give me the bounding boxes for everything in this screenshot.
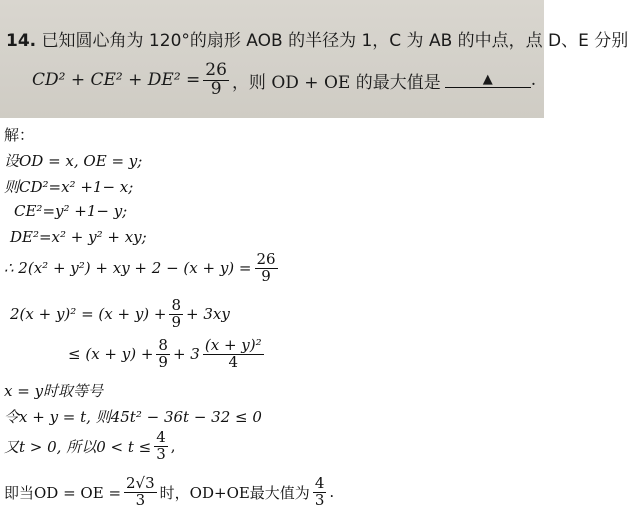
heading-text: 解： — [4, 126, 35, 144]
fraction-numerator: 4 — [156, 428, 166, 446]
problem-statement: 已知圆心角为 120°的扇形 AOB 的半径为 1，C 为 AB 的中点，点 D、E 分别 — [41, 31, 628, 51]
step-text: CE²=y² +1− y; — [14, 202, 128, 220]
fraction-denominator: 3 — [156, 444, 166, 463]
problem-number: 14. — [6, 31, 37, 51]
equation-fraction — [169, 298, 183, 331]
fraction-numerator: 8 — [171, 296, 182, 314]
inequality-fraction-1 — [156, 338, 170, 371]
range-end: , — [170, 437, 176, 456]
fraction-numerator: 2√3 — [126, 474, 155, 492]
condition-fraction — [203, 62, 229, 99]
fraction-denominator: 9 — [171, 312, 182, 331]
conclusion-middle: 时，OD+OE最大值为 — [159, 483, 310, 502]
condition-expression: CD² + CE² + DE² = — [32, 70, 201, 91]
fraction-denominator: 9 — [158, 352, 168, 371]
step-text: 则CD²=x² +1− x; — [4, 178, 134, 196]
inequality-left: ≤ (x + y) + — [68, 345, 154, 364]
conclusion-fraction-2 — [313, 476, 327, 509]
solution-step-6 — [10, 298, 230, 331]
solution-step-8 — [4, 380, 103, 401]
fraction-denominator: 3 — [135, 490, 146, 509]
inequality-middle: + 3 — [172, 345, 200, 364]
equation-right: + 3xy — [186, 305, 230, 324]
conclusion-fraction-1 — [124, 476, 157, 509]
solution-step-11 — [4, 476, 334, 509]
fraction-denominator: 3 — [314, 490, 325, 509]
fraction-numerator: 26 — [256, 250, 276, 268]
range-left: 又t > 0, 所以0 < t ≤ — [4, 437, 152, 456]
problem-line-2 — [32, 62, 536, 99]
conclusion-end: . — [329, 483, 335, 502]
equation-fraction — [255, 252, 278, 285]
solution-step-7 — [68, 338, 267, 371]
solution-step-5 — [4, 252, 281, 285]
step-text: 令x + y = t, 则45t² − 36t − 32 ≤ 0 — [4, 408, 262, 426]
step-text: x = y时取等号 — [4, 382, 104, 400]
step-text: 设OD = x, OE = y; — [4, 152, 143, 170]
conclusion-left: 即当OD = OE = — [4, 483, 122, 502]
fraction-denominator: 9 — [210, 78, 222, 99]
end-period: . — [530, 70, 537, 91]
solution-step-1 — [4, 150, 142, 171]
question-text: ，则 OD + OE 的最大值是 — [231, 72, 441, 93]
equation-left: ∴ 2(x² + y²) + xy + 2 − (x + y) = — [4, 259, 252, 278]
equation-left: 2(x + y)² = (x + y) + — [10, 305, 167, 324]
fraction-denominator: 4 — [228, 352, 239, 371]
solution-step-10 — [4, 430, 176, 463]
problem-line-1 — [6, 26, 628, 51]
step-text: DE²=x² + y² + xy; — [10, 228, 147, 246]
solution-step-2 — [4, 176, 133, 197]
solution-step-9 — [4, 406, 262, 427]
answer-blank: ▲ — [445, 72, 531, 88]
fraction-numerator: 4 — [314, 474, 325, 492]
problem-photo — [0, 0, 628, 118]
solution-step-3 — [14, 202, 127, 220]
fraction-numerator: (x + y)² — [204, 336, 262, 354]
fraction-denominator: 9 — [261, 266, 271, 285]
range-fraction — [154, 430, 168, 463]
fraction-numerator: 8 — [158, 336, 168, 354]
solution-heading — [4, 124, 34, 145]
solution-step-4 — [10, 228, 147, 246]
inequality-fraction-2 — [203, 338, 264, 371]
fraction-numerator: 26 — [205, 60, 227, 80]
